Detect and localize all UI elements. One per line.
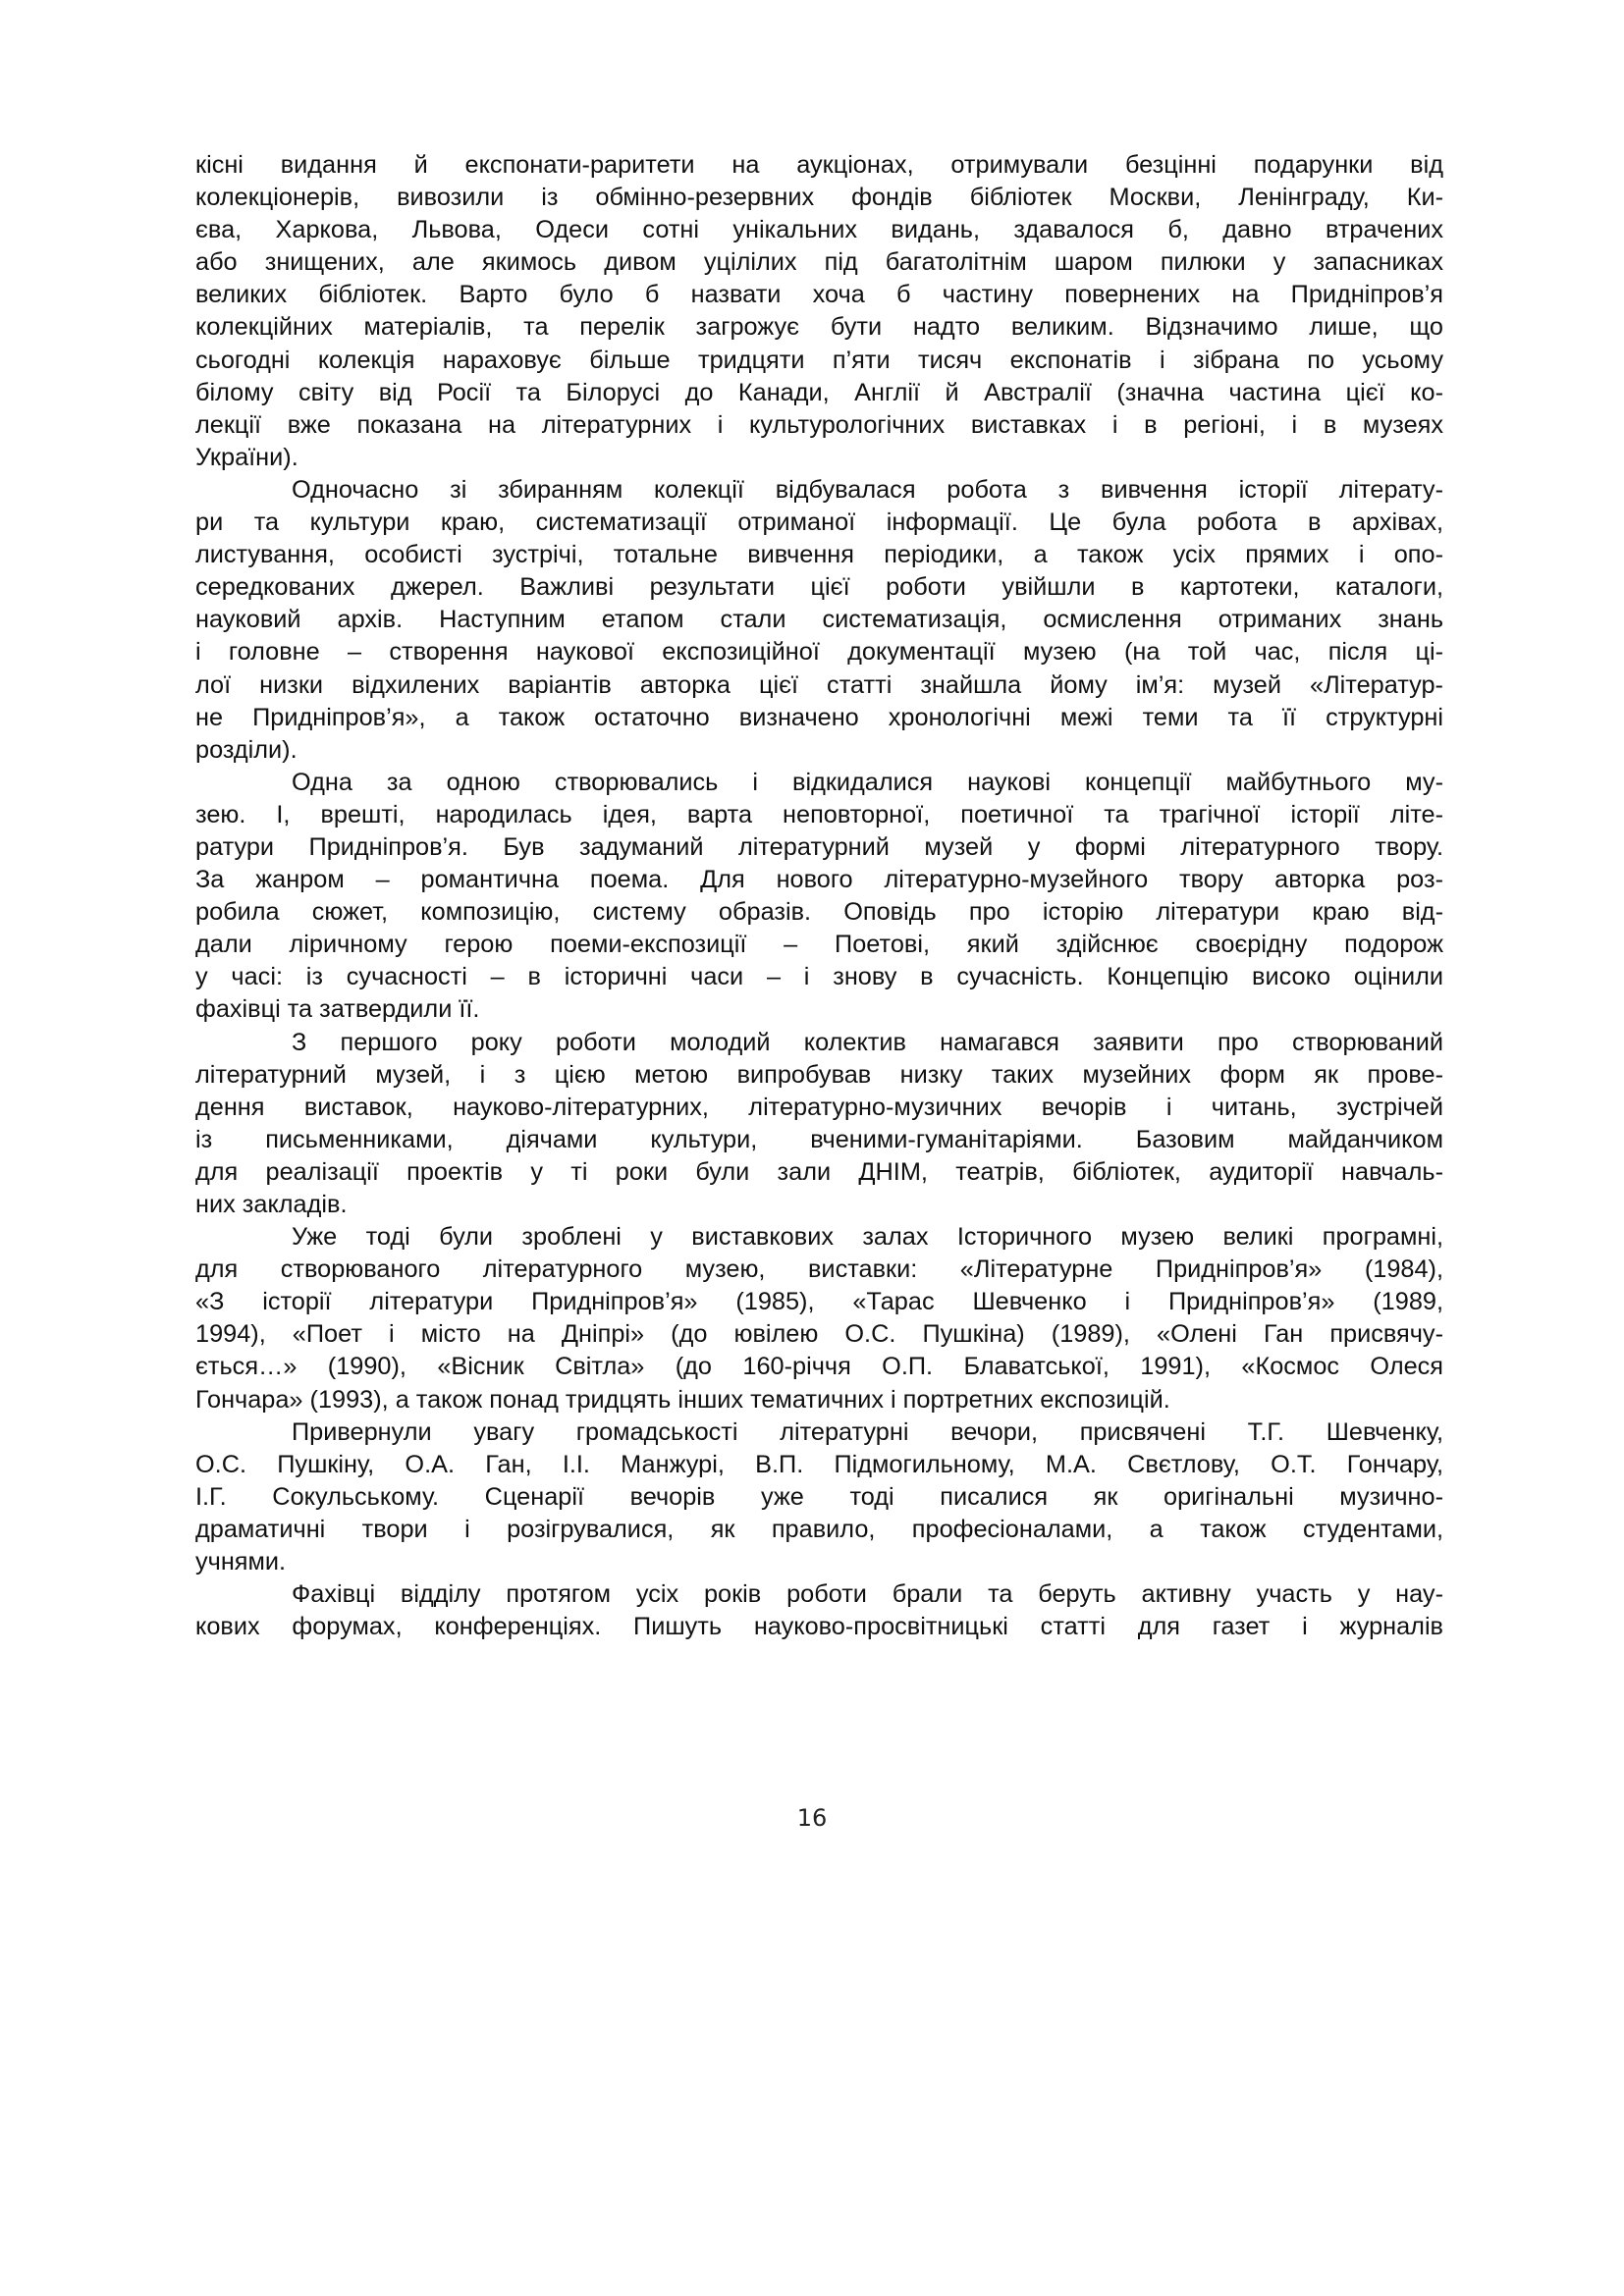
text-line: дали ліричному герою поеми-експозиції – Поетові, який здійснює своєрідну подорож: [195, 931, 1443, 959]
text-line: кісні видання й експонати-раритети на аукціонах, отримували безцінні подарунки від: [195, 151, 1443, 179]
text-line: або знищених, але якимось дивом уцілілих під багатолітнім шаром пилюки у запасниках: [195, 248, 1443, 277]
text-line: ратури Придніпров’я. Був задуманий літературний музей у формі літературного твору.: [195, 832, 1443, 861]
paragraph: [195, 1221, 1443, 1416]
page-number: 16: [796, 1804, 828, 1832]
text-line: великих бібліотек. Варто було б назвати хоча б частину повернених на Придніпров’я: [195, 281, 1443, 309]
text-line: єва, Харкова, Львова, Одеси сотні унікальних видань, здавалося б, давно втрачених: [195, 216, 1443, 244]
text-line: Привернули увагу громадськості літературні вечори, присвячені Т.Г. Шевченку,: [292, 1417, 1443, 1446]
document-body: [195, 149, 1443, 1643]
text-line: О.С. Пушкіну, О.А. Ган, І.І. Манжурі, В.П. Підмогильному, М.А. Свєтлову, О.Т. Гончару,: [195, 1450, 1443, 1478]
text-line: сьогодні колекція нараховує більше тридцяти п’яти тисяч експонатів і зібрана по усьому: [195, 346, 1443, 374]
text-line: Гончара» (1993), а також понад тридцять інших тематичних і портретних експозицій.: [195, 1385, 1170, 1414]
text-line: Одна за одною створювались і відкидалися наукові концепції майбутнього му-: [292, 768, 1443, 796]
text-line: І.Г. Сокульському. Сценарії вечорів уже тоді писалися як оригінальні музично-: [195, 1482, 1443, 1511]
text-line: ри та культури краю, систематизації отриманої інформації. Це була робота в архівах,: [195, 508, 1443, 537]
text-line: «З історії літератури Придніпров’я» (1985), «Тарас Шевченко і Придніпров’я» (1989,: [195, 1288, 1443, 1316]
paragraph: [195, 474, 1443, 767]
text-line: Фахівці відділу протягом усіх років роботи брали та беруть активну участь у нау-: [292, 1580, 1443, 1609]
text-line: листування, особисті зустрічі, тотальне вивчення періодики, а також усіх прямих і опо-: [195, 541, 1443, 569]
text-line: колекціонерів, вивозили із обмінно-резервних фондів бібліотек Москви, Ленінграду, Ки-: [195, 184, 1443, 212]
text-line: середкованих джерел. Важливі результати цієї роботи увійшли в картотеки, каталоги,: [195, 573, 1443, 602]
text-line: драматичні твори і розігрувалися, як правило, професіоналами, а також студентами,: [195, 1515, 1443, 1543]
text-line: дення виставок, науково-літературних, літературно-музичних вечорів і читань, зустрічей: [195, 1093, 1443, 1121]
text-line: білому світу від Росії та Білорусі до Канади, Англії й Австралії (значна частина цієї ко-: [195, 378, 1443, 406]
text-line: для реалізації проектів у ті роки були зали ДНІМ, театрів, бібліотек, аудиторії навчаль-: [195, 1157, 1443, 1186]
text-line: учнями.: [195, 1548, 287, 1576]
text-line: із письменниками, діячами культури, вченими-гуманітаріями. Базовим майданчиком: [195, 1125, 1443, 1153]
text-line: України).: [195, 443, 298, 471]
text-line: для створюваного літературного музею, виставки: «Літературне Придніпров’я» (1984),: [195, 1255, 1443, 1284]
text-line: За жанром – романтична поема. Для нового літературно-музейного твору авторка роз-: [195, 866, 1443, 894]
paragraph: [195, 149, 1443, 474]
paragraph: [195, 1416, 1443, 1578]
paragraph: [195, 1027, 1443, 1222]
text-line: фахівці та затвердили її.: [195, 995, 480, 1024]
text-line: Одночасно зі збиранням колекції відбувалася робота з вивчення історії літерату-: [292, 475, 1443, 504]
text-line: Уже тоді були зроблені у виставкових залах Історичного музею великі програмні,: [292, 1223, 1443, 1252]
text-line: них закладів.: [195, 1191, 348, 1218]
text-line: робила сюжет, композицію, систему образів. Оповідь про історію літератури краю від-: [195, 898, 1443, 927]
text-line: колекційних матеріалів, та перелік загрожує бути надто великим. Відзначимо лише, що: [195, 313, 1443, 342]
text-line: 1994), «Поет і місто на Дніпрі» (до ювілею О.С. Пушкіна) (1989), «Олені Ган присвячу-: [195, 1320, 1443, 1349]
text-line: кових форумах, конференціях. Пишуть науково-просвітницькі статті для газет і журналів: [195, 1613, 1443, 1641]
text-line: зею. І, врешті, народилась ідея, варта неповторної, поетичної та трагічної історії літе-: [195, 800, 1443, 828]
text-line: у часі: із сучасності – в історичні часи – і знову в сучасність. Концепцію високо оцінили: [195, 963, 1443, 991]
text-line: не Придніпров’я», а також остаточно визначено хронологічні межі теми та її структурні: [195, 703, 1443, 731]
text-line: ється…» (1990), «Вісник Світла» (до 160-річчя О.П. Блаватської, 1991), «Космос Олеся: [195, 1353, 1443, 1381]
text-line: розділи).: [195, 735, 298, 764]
text-line: лої низки відхилених варіантів авторка цієї статті знайшла йому ім’я: музей «Літератур-: [195, 670, 1443, 699]
text-line: і головне – створення наукової експозиційної документації музею (на той час, після ці-: [195, 638, 1443, 667]
text-line: З першого року роботи молодий колектив намагався заявити про створюваний: [292, 1028, 1443, 1056]
text-line: науковий архів. Наступним етапом стали систематизація, осмислення отриманих знань: [195, 606, 1443, 634]
paragraph: [195, 1578, 1443, 1643]
paragraph: [195, 767, 1443, 1027]
text-line: лекції вже показана на літературних і культурологічних виставках і в регіоні, і в музеях: [195, 410, 1443, 439]
text-line: літературний музей, і з цією метою випробував низку таких музейних форм як прове-: [195, 1060, 1443, 1089]
